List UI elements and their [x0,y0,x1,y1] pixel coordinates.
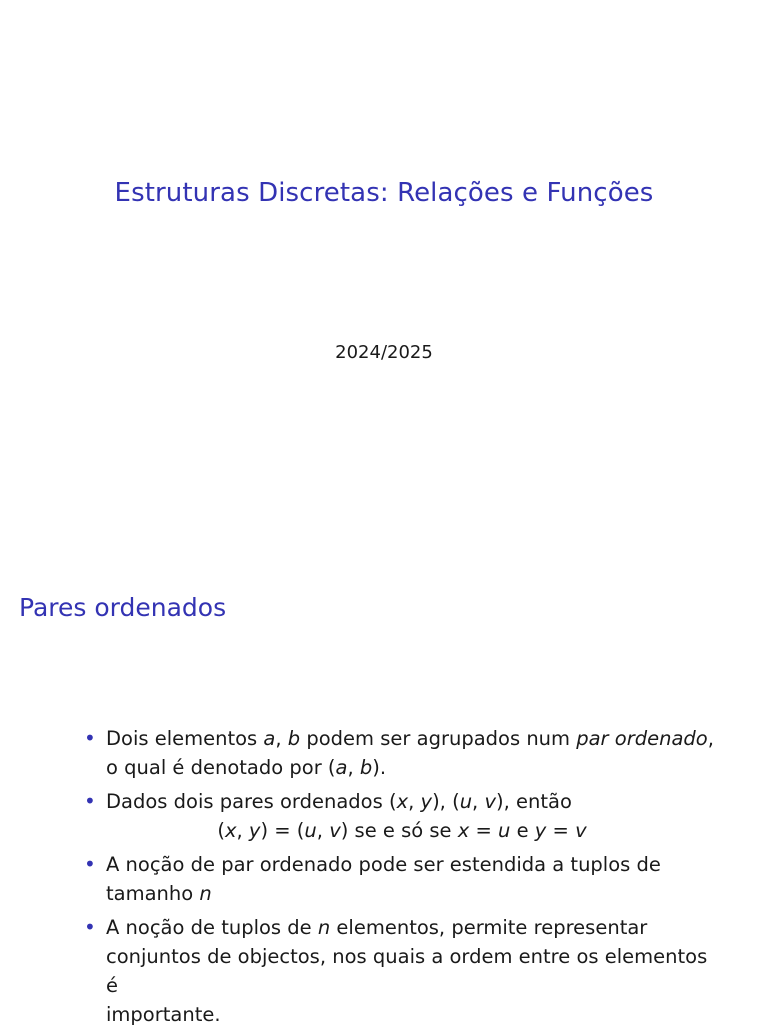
text: conjuntos de objectos, nos quais a ordem entre os elementos é [106,945,708,997]
text: podem ser agrupados num [300,727,577,750]
bullet-icon: • [84,852,96,876]
math-var: v [329,819,341,842]
math-var: a [335,756,348,779]
text: , [408,790,421,813]
text: A noção de par ordenado pode ser estendida a tuplos de [106,853,661,876]
text: Dados dois pares ordenados ( [106,790,397,813]
math-var: y [420,790,433,813]
text: e [510,819,535,842]
text: , [707,727,714,750]
math-var: b [359,756,373,779]
text: = [469,819,499,842]
text: , [236,819,249,842]
text: tamanho [106,882,200,905]
presentation-date: 2024/2025 [335,342,433,363]
equation [106,816,722,845]
text: Dois elementos [106,727,264,750]
list-item [82,913,722,1029]
text: ), ( [432,790,460,813]
math-var: v [575,819,587,842]
math-var: u [459,790,473,813]
math-var: n [317,916,331,939]
text: ), então [496,790,572,813]
text: o qual é denotado por ( [106,756,336,779]
text: ( [217,819,225,842]
math-var: b [287,727,301,750]
math-var: x [396,790,409,813]
math-var: x [224,819,237,842]
bullet-icon: • [84,789,96,813]
bullet-icon: • [84,726,96,750]
math-var: x [457,819,470,842]
math-var: v [484,790,496,813]
text: ) se e só se [340,819,458,842]
emphasis-text: par ordenado [576,727,708,750]
content-slide [0,576,768,1024]
presentation-title: Estruturas Discretas: Relações e Funções [114,178,654,208]
list-item [82,724,722,782]
text: , [472,790,485,813]
text: ). [372,756,387,779]
list-item [82,850,722,908]
math-var: y [534,819,547,842]
math-var: y [248,819,261,842]
math-var: a [263,727,276,750]
text: , [316,819,330,842]
bullet-icon: • [84,915,96,939]
text: , [275,727,288,750]
math-var: u [498,819,511,842]
math-var: n [199,882,212,905]
list-item [82,787,722,845]
text: , [347,756,360,779]
math-var: u [304,819,317,842]
bullet-list [82,724,722,1034]
frame-title: Pares ordenados [19,593,227,622]
text: importante. [106,1003,221,1026]
text: = [546,819,576,842]
text: elementos, permite representar [330,916,648,939]
text: A noção de tuplos de [106,916,318,939]
text: ) = ( [260,819,305,842]
